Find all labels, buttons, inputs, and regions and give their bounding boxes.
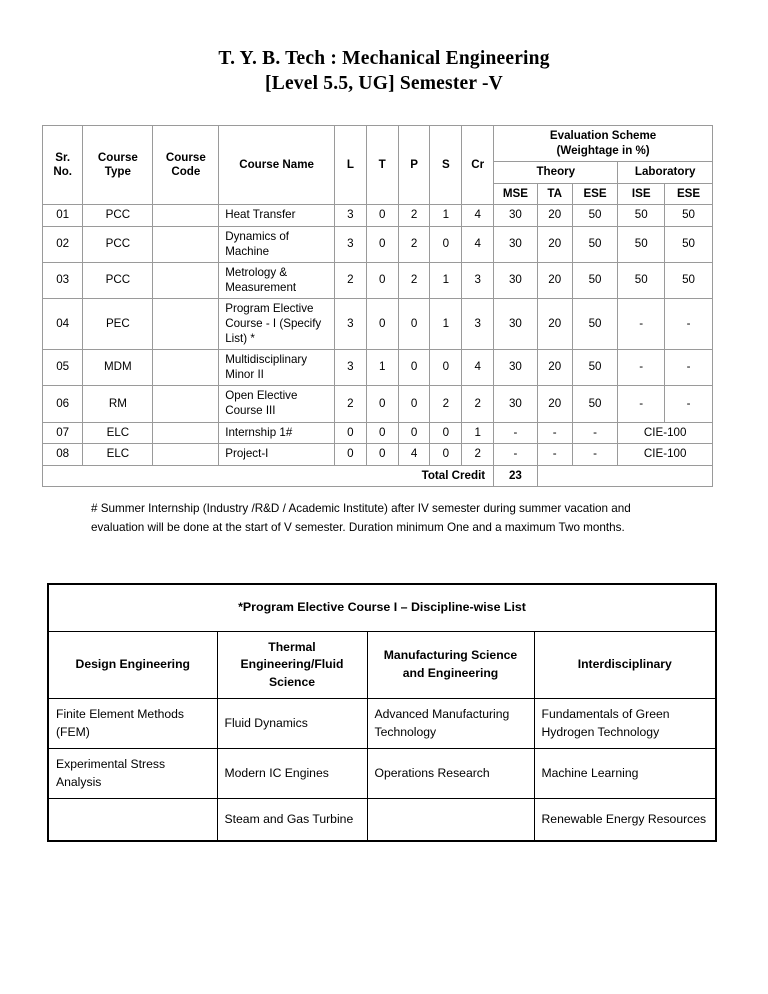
header-ese-theory: ESE	[572, 183, 618, 205]
cell-tutorial: 0	[366, 299, 398, 350]
cell-lecture: 2	[334, 386, 366, 422]
cell-practical: 0	[398, 299, 430, 350]
elective-cell: Fluid Dynamics	[217, 699, 367, 749]
elective-cell: Modern IC Engines	[217, 749, 367, 799]
total-credit-label: Total Credit	[43, 465, 494, 487]
curriculum-table	[42, 125, 713, 487]
cell-course-code	[153, 350, 219, 386]
header-theory: Theory	[494, 162, 618, 184]
cell-tutorial: 0	[366, 205, 398, 227]
elective-cell: Steam and Gas Turbine	[217, 799, 367, 841]
cell-course-code	[153, 386, 219, 422]
cell-lecture: 0	[334, 422, 366, 444]
cell-tutorial: 0	[366, 444, 398, 466]
cell-sr-no: 04	[43, 299, 83, 350]
table-row	[43, 386, 713, 422]
cell-ise: 50	[618, 226, 665, 262]
cell-ese-lab: 50	[665, 226, 713, 262]
cell-credits: 4	[462, 205, 494, 227]
cell-tutorial: 0	[366, 226, 398, 262]
cell-sr-no: 06	[43, 386, 83, 422]
header-tutorial: T	[366, 126, 398, 205]
header-course-code	[153, 126, 219, 205]
cell-credits: 1	[462, 422, 494, 444]
table-row	[43, 263, 713, 299]
elective-cell: Fundamentals of Green Hydrogen Technology	[534, 699, 716, 749]
cell-tutorial: 0	[366, 263, 398, 299]
elective-cell: Experimental Stress Analysis	[48, 749, 217, 799]
cell-credits: 4	[462, 350, 494, 386]
cell-ta: 20	[537, 205, 572, 227]
cell-self-study: 0	[430, 444, 462, 466]
cell-ise: -	[618, 299, 665, 350]
cell-ta: -	[537, 422, 572, 444]
header-ta: TA	[537, 183, 572, 205]
cell-course-name: Metrology & Measurement	[219, 263, 335, 299]
cell-mse: 30	[494, 299, 538, 350]
cell-practical: 2	[398, 263, 430, 299]
header-laboratory: Laboratory	[618, 162, 713, 184]
cell-ta: 20	[537, 226, 572, 262]
elective-cell: Renewable Energy Resources	[534, 799, 716, 841]
elective-header-row	[48, 631, 716, 699]
table-row	[43, 299, 713, 350]
cell-lecture: 3	[334, 299, 366, 350]
cell-course-name: Dynamics of Machine	[219, 226, 335, 262]
internship-footnote: # Summer Internship (Industry /R&D / Academic Institute) after IV semester during summer vacation and evaluation will be done at the start of V semester. Duration minimum One and a maximum Two months.	[91, 502, 631, 534]
header-ise: ISE	[618, 183, 665, 205]
cell-self-study: 2	[430, 386, 462, 422]
cell-ese-lab: -	[665, 350, 713, 386]
cell-ise: 50	[618, 263, 665, 299]
cell-lecture: 3	[334, 205, 366, 227]
cell-course-code	[153, 299, 219, 350]
curriculum-table-container	[42, 125, 713, 487]
cell-mse: -	[494, 422, 538, 444]
cell-ese-theory: 50	[572, 350, 618, 386]
header-self-study: S	[430, 126, 462, 205]
cell-course-name: Multidisciplinary Minor II	[219, 350, 335, 386]
header-sr-no-line2: No.	[53, 165, 73, 179]
cell-ese-theory: 50	[572, 263, 618, 299]
elective-cell	[48, 799, 217, 841]
header-course-name: Course Name	[219, 126, 335, 205]
elective-cell	[367, 799, 534, 841]
header-sr-no	[43, 126, 83, 205]
cell-self-study: 1	[430, 205, 462, 227]
cell-practical: 2	[398, 205, 430, 227]
elective-cell: Finite Element Methods (FEM)	[48, 699, 217, 749]
cell-course-name: Program Elective Course - I (Specify List) *	[219, 299, 335, 350]
cell-course-type: PCC	[83, 263, 153, 299]
cell-ise: -	[618, 386, 665, 422]
cell-course-type: PEC	[83, 299, 153, 350]
elective-cell: Machine Learning	[534, 749, 716, 799]
cell-practical: 0	[398, 386, 430, 422]
cell-ese-theory: 50	[572, 386, 618, 422]
cell-ise: -	[618, 350, 665, 386]
table-header-row-1	[43, 126, 713, 162]
elective-header-design-engineering: Design Engineering	[48, 631, 217, 699]
cell-lab-merged: CIE-100	[618, 444, 713, 466]
cell-ese-lab: -	[665, 386, 713, 422]
cell-practical: 2	[398, 226, 430, 262]
total-credit-value: 23	[494, 465, 538, 487]
cell-credits: 3	[462, 263, 494, 299]
header-course-code-line2: Code	[171, 165, 201, 179]
cell-ese-lab: 50	[665, 263, 713, 299]
cell-mse: 30	[494, 226, 538, 262]
cell-sr-no: 05	[43, 350, 83, 386]
cell-course-type: ELC	[83, 422, 153, 444]
cell-course-type: PCC	[83, 205, 153, 227]
header-sr-no-line1: Sr.	[55, 150, 71, 164]
cell-lecture: 2	[334, 263, 366, 299]
cell-tutorial: 1	[366, 350, 398, 386]
cell-lecture: 3	[334, 350, 366, 386]
header-course-type-line2: Type	[104, 165, 131, 179]
cell-self-study: 0	[430, 226, 462, 262]
page-title	[0, 46, 768, 96]
cell-sr-no: 02	[43, 226, 83, 262]
header-ese-lab: ESE	[665, 183, 713, 205]
cell-course-code	[153, 422, 219, 444]
cell-credits: 4	[462, 226, 494, 262]
cell-ese-theory: 50	[572, 205, 618, 227]
page-title-line-1: T. Y. B. Tech : Mechanical Engineering	[218, 48, 550, 69]
elective-cell: Operations Research	[367, 749, 534, 799]
cell-course-name: Heat Transfer	[219, 205, 335, 227]
cell-credits: 2	[462, 386, 494, 422]
cell-course-code	[153, 263, 219, 299]
table-row	[43, 444, 713, 466]
curriculum-table-body	[43, 205, 713, 465]
cell-course-name: Internship 1#	[219, 422, 335, 444]
elective-table-body	[48, 699, 716, 841]
cell-sr-no: 08	[43, 444, 83, 466]
elective-header-interdisciplinary: Interdisciplinary	[534, 631, 716, 699]
cell-lecture: 3	[334, 226, 366, 262]
cell-self-study: 1	[430, 263, 462, 299]
header-evaluation-scheme	[494, 126, 713, 162]
curriculum-table-foot	[43, 465, 713, 487]
cell-ese-theory: -	[572, 444, 618, 466]
cell-tutorial: 0	[366, 386, 398, 422]
cell-sr-no: 01	[43, 205, 83, 227]
header-practical: P	[398, 126, 430, 205]
header-mse: MSE	[494, 183, 538, 205]
cell-ta: 20	[537, 263, 572, 299]
cell-mse: 30	[494, 263, 538, 299]
table-row	[43, 205, 713, 227]
elective-table-row	[48, 749, 716, 799]
cell-sr-no: 03	[43, 263, 83, 299]
total-credit-row	[43, 465, 713, 487]
elective-table-row	[48, 699, 716, 749]
cell-ta: 20	[537, 350, 572, 386]
cell-self-study: 0	[430, 350, 462, 386]
cell-ta: 20	[537, 386, 572, 422]
cell-lab-merged: CIE-100	[618, 422, 713, 444]
elective-cell: Advanced Manufacturing Technology	[367, 699, 534, 749]
cell-ese-lab: -	[665, 299, 713, 350]
elective-header-thermal-engineering: Thermal Engineering/Fluid Science	[217, 631, 367, 699]
cell-course-name: Open Elective Course III	[219, 386, 335, 422]
cell-mse: 30	[494, 386, 538, 422]
cell-course-type: ELC	[83, 444, 153, 466]
cell-course-code	[153, 226, 219, 262]
cell-mse: 30	[494, 205, 538, 227]
table-row	[43, 350, 713, 386]
cell-self-study: 0	[430, 422, 462, 444]
cell-course-type: RM	[83, 386, 153, 422]
header-credits: Cr	[462, 126, 494, 205]
cell-ta: -	[537, 444, 572, 466]
header-course-type	[83, 126, 153, 205]
page-title-line-2: [Level 5.5, UG] Semester -V	[265, 73, 503, 94]
elective-table-container	[47, 583, 715, 842]
cell-mse: 30	[494, 350, 538, 386]
elective-title-row	[48, 584, 716, 631]
cell-self-study: 1	[430, 299, 462, 350]
cell-course-name: Project-I	[219, 444, 335, 466]
cell-course-type: MDM	[83, 350, 153, 386]
cell-practical: 0	[398, 350, 430, 386]
cell-course-code	[153, 205, 219, 227]
elective-table-row	[48, 799, 716, 841]
elective-header-manufacturing-science: Manufacturing Science and Engineering	[367, 631, 534, 699]
cell-course-type: PCC	[83, 226, 153, 262]
cell-sr-no: 07	[43, 422, 83, 444]
total-credit-trailing	[537, 465, 712, 487]
cell-course-code	[153, 444, 219, 466]
header-course-type-line1: Course	[97, 150, 138, 164]
cell-credits: 2	[462, 444, 494, 466]
table-row	[43, 422, 713, 444]
cell-mse: -	[494, 444, 538, 466]
table-row	[43, 226, 713, 262]
cell-ese-theory: 50	[572, 226, 618, 262]
cell-ese-lab: 50	[665, 205, 713, 227]
header-lecture: L	[334, 126, 366, 205]
cell-practical: 0	[398, 422, 430, 444]
cell-practical: 4	[398, 444, 430, 466]
cell-ese-theory: -	[572, 422, 618, 444]
cell-ese-theory: 50	[572, 299, 618, 350]
cell-ise: 50	[618, 205, 665, 227]
header-evaluation-scheme-line2: (Weightage in %)	[556, 143, 650, 157]
elective-table	[47, 583, 717, 842]
header-course-code-line1: Course	[165, 150, 206, 164]
cell-credits: 3	[462, 299, 494, 350]
elective-table-title: *Program Elective Course I – Discipline-wise List	[48, 584, 716, 631]
cell-lecture: 0	[334, 444, 366, 466]
cell-ta: 20	[537, 299, 572, 350]
header-evaluation-scheme-line1: Evaluation Scheme	[549, 129, 657, 142]
cell-tutorial: 0	[366, 422, 398, 444]
